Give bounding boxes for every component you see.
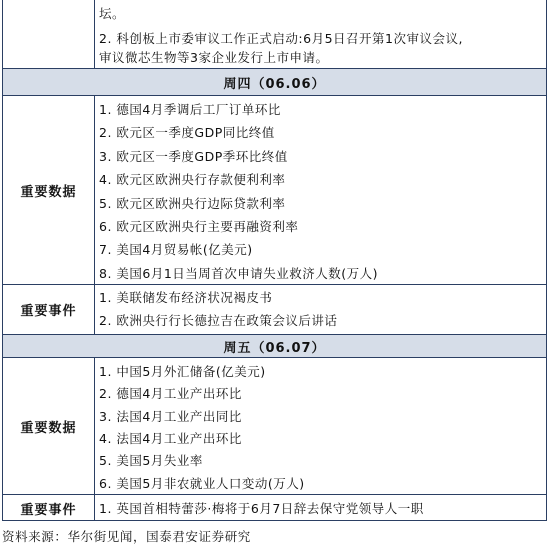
table-bottom-border xyxy=(3,520,546,521)
thursday-data-label: 重要数据 xyxy=(20,184,77,200)
friday-data-item: 2. 德国4月工业产出环比 xyxy=(99,386,242,402)
top-line-continue: 坛。 xyxy=(99,6,126,21)
top-line-2b: 审议微芯生物等3家企业发行上市申请。 xyxy=(99,50,329,65)
thursday-data-item: 1. 德国4月季调后工厂订单环比 xyxy=(99,102,281,117)
friday-events-label: 重要事件 xyxy=(20,502,77,518)
friday-header: 周五（06.07） xyxy=(3,335,546,357)
friday-data-item: 3. 法国4月工业产出同比 xyxy=(99,408,242,424)
friday-event-item: 1. 英国首相特蕾莎·梅将于6月7日辞去保守党领导人一职 xyxy=(99,501,424,516)
top-line-2a: 2. 科创板上市委审议工作正式启动:6月5日召开第1次审议会议, xyxy=(99,31,463,46)
thursday-data-item: 5. 欧元区欧洲央行边际贷款利率 xyxy=(99,195,286,211)
friday-data-item: 1. 中国5月外汇储备(亿美元) xyxy=(99,364,266,379)
column-divider-top xyxy=(94,0,95,68)
thursday-data-item: 2. 欧元区一季度GDP同比终值 xyxy=(99,125,275,141)
column-divider-thu xyxy=(94,95,95,334)
friday-data-item: 6. 美国5月非农就业人口变动(万人) xyxy=(99,475,305,491)
friday-data-item: 4. 法国4月工业产出环比 xyxy=(99,430,242,446)
source-note: 资料来源：华尔街见闻，国泰君安证券研究 xyxy=(2,529,251,544)
thursday-data-item: 7. 美国4月贸易帐(亿美元) xyxy=(99,242,253,258)
thursday-data-item: 6. 欧元区欧洲央行主要再融资利率 xyxy=(99,219,299,234)
thursday-data-item: 4. 欧元区欧洲央行存款便利利率 xyxy=(99,172,286,188)
friday-data-label: 重要数据 xyxy=(20,420,77,436)
column-divider-fri xyxy=(94,357,95,521)
thursday-data-item: 8. 美国6月1日当周首次申请失业救济人数(万人) xyxy=(99,265,379,281)
friday-data-item: 5. 美国5月失业率 xyxy=(99,453,203,469)
thursday-header: 周四（06.06） xyxy=(3,69,546,95)
thursday-event-item: 2. 欧洲央行行长德拉吉在政策会议后讲话 xyxy=(99,313,338,328)
thursday-events-label: 重要事件 xyxy=(20,304,77,319)
thursday-data-item: 3. 欧元区一季度GDP季环比终值 xyxy=(99,148,288,164)
thursday-event-item: 1. 美联储发布经济状况褐皮书 xyxy=(99,290,273,305)
calendar-table xyxy=(2,0,547,521)
